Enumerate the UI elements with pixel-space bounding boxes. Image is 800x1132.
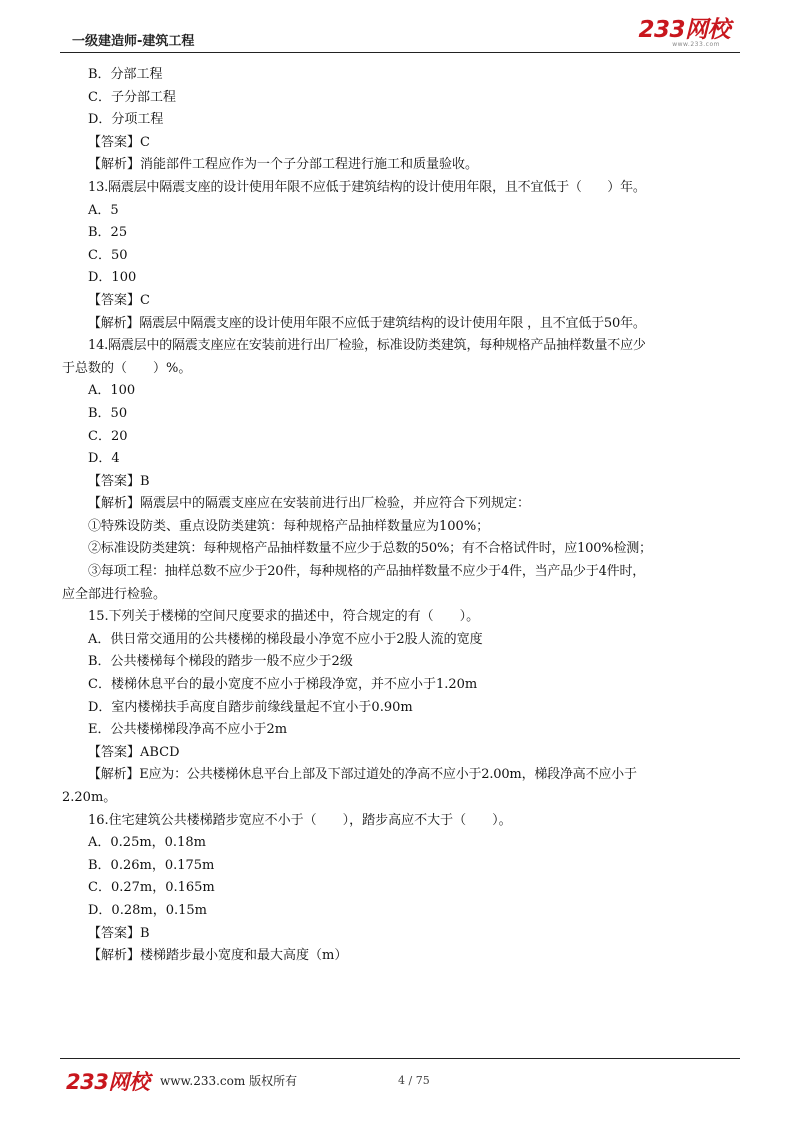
text-line: ③每项工程：抽样总数不应少于20件，每种规格的产品抽样数量不应少于4件，当产品少于4件时， — [88, 564, 646, 580]
document-body — [62, 64, 752, 968]
text-line: 【解析】消能部件工程应作为一个子分部工程进行施工和质量验收。 — [88, 157, 479, 173]
text-line: B．分部工程 — [88, 67, 163, 82]
header-divider — [60, 52, 740, 53]
text-line: ①特殊设防类、重点设防类建筑：每种规格产品抽样数量应为100%； — [88, 518, 490, 534]
brand-logo: 233网校 — [638, 17, 730, 43]
text-line: 【答案】C — [88, 134, 150, 150]
text-line: B．25 — [88, 225, 128, 241]
text-line: 应全部进行检验。 — [62, 586, 167, 602]
page-number: 4 / 75 — [398, 1074, 430, 1087]
text-line: C．20 — [88, 428, 128, 444]
text-line: B．0.26m，0.175m — [88, 857, 215, 873]
text-line: D．分项工程 — [88, 112, 164, 128]
text-line: D．0.28m，0.15m — [88, 902, 207, 918]
text-line: 15.下列关于楼梯的空间尺度要求的描述中，符合规定的有（ ）。 — [88, 609, 480, 625]
text-line: C．楼梯休息平台的最小宽度不应小于梯段净宽，并不应小于1.20m — [88, 677, 478, 693]
text-line: 于总数的（ ）%。 — [62, 360, 192, 376]
text-line: ②标准设防类建筑：每种规格产品抽样数量不应少于总数的50%；有不合格试件时，应100%检测； — [88, 541, 652, 557]
text-line: 14.隔震层中的隔震支座应在安装前进行出厂检验，标准设防类建筑，每种规格产品抽样数量不应少 — [88, 338, 646, 354]
text-line: 【答案】B — [88, 473, 150, 489]
text-line: B．公共楼梯每个梯段的踏步一般不应少于2级 — [88, 654, 353, 670]
text-line: 【解析】隔震层中的隔震支座应在安装前进行出厂检验，并应符合下列规定： — [88, 496, 531, 512]
text-line: 13.隔震层中隔震支座的设计使用年限不应低于建筑结构的设计使用年限，且不宜低于（ ）年。 — [88, 179, 646, 195]
brand-logo-url: www.233.com — [672, 41, 720, 48]
text-line: A．0.25m，0.18m — [88, 835, 206, 851]
text-line: C．0.27m，0.165m — [88, 880, 215, 896]
document-title: 一级建造师-建筑工程 — [72, 34, 195, 49]
text-line: 【解析】楼梯踏步最小宽度和最大高度（m） — [88, 948, 348, 964]
footer-copyright: www.233.com 版权所有 — [160, 1074, 298, 1088]
text-line: 【答案】B — [88, 925, 150, 941]
text-line: 【解析】隔震层中隔震支座的设计使用年限不应低于建筑结构的设计使用年限 ，且不宜低于50年。 — [88, 315, 646, 331]
text-line: A．供日常交通用的公共楼梯的梯段最小净宽不应小于2股人流的宽度 — [88, 631, 483, 647]
text-line: E．公共楼梯梯段净高不应小于2m — [88, 722, 288, 738]
footer-divider — [60, 1058, 740, 1059]
text-line: 16.住宅建筑公共楼梯踏步宽应不小于（ ），踏步高应不大于（ ）。 — [88, 812, 512, 828]
text-line: C．子分部工程 — [88, 89, 176, 105]
text-line: B．50 — [88, 405, 128, 421]
text-line: 【解析】E应为：公共楼梯休息平台上部及下部过道处的净高不应小于2.00m，梯段净高不应小于 — [88, 767, 637, 783]
text-line: A．100 — [88, 383, 136, 399]
text-line: A．5 — [88, 202, 119, 218]
text-line: 【答案】C — [88, 292, 150, 308]
text-line: D．100 — [88, 270, 137, 286]
text-line: C．50 — [88, 247, 128, 263]
text-line: 【答案】ABCD — [88, 744, 180, 760]
text-line: D．4 — [88, 451, 120, 467]
footer-logo: 233网校 — [66, 1070, 150, 1094]
text-line: 2.20m。 — [62, 790, 117, 805]
text-line: D．室内楼梯扶手高度自踏步前缘线量起不宜小于0.90m — [88, 699, 413, 715]
